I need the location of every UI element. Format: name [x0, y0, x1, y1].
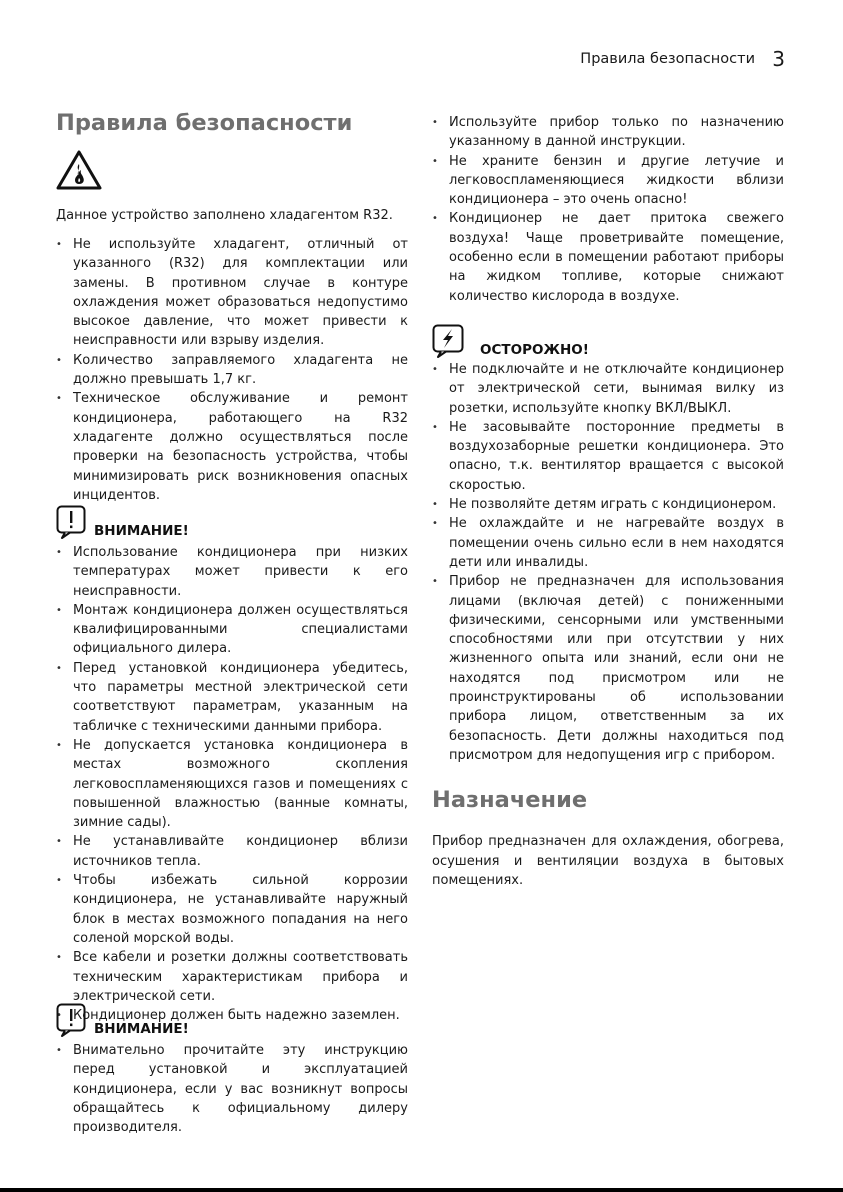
warning-label: ВНИМАНИЕ!: [94, 523, 189, 539]
warning-heading-2: [56, 1003, 408, 1039]
list-item: • Кондиционер не дает притока свежего воздуха! Чаще проветривайте помещение, особенно если в помещении работают приборы на жидком топливе, которые снижают количество кислорода в воздухе.: [432, 209, 784, 305]
list-item: • Кондиционер должен быть надежно заземлен.: [56, 1006, 408, 1025]
list-item: • Прибор не предназначен для использования лицами (включая детей) с пониженными физическими, сенсорными или умственными способностями или при отсутствии у них жизненного опыта или знаний, если они не находятся под присмотром или не проинструктированы об использовании прибора лицом, ответственным за их безопасность. Дети должны находиться под присмотром для недопущения игр с прибором.: [432, 572, 784, 765]
list-item: • Не засовывайте посторонние предметы в воздухозаборные решетки кондиционера. Это опасно, т.к. вентилятор вращается с высокой скоростью.: [432, 418, 784, 495]
exclamation-icon: [56, 505, 86, 539]
list-item: • Монтаж кондиционера должен осуществляться квалифицированными специалистами официального дилера.: [56, 601, 408, 659]
warning-heading-1: [56, 505, 408, 541]
list-item: • Техническое обслуживание и ремонт кондиционера, работающего на R32 хладагенте должно осуществляться после проверки на безопасность устройства, чтобы минимизировать риск возникновения опасных инцидентов.: [56, 389, 408, 505]
list-item: • Перед установкой кондиционера убедитесь, что параметры местной электрической сети соответствуют параметрам, указанным на табличке с техническими данными прибора.: [56, 659, 408, 736]
list-item: • Не допускается установка кондиционера в местах возможного скопления легковоспламеняющихся газов и помещениях с повышенной влажностью (ванные комнаты, зимние сады).: [56, 736, 408, 832]
refrigerant-list: [56, 235, 408, 505]
page-number: 3: [772, 47, 785, 71]
caution-list: [432, 360, 784, 765]
list-item: • Все кабели и розетки должны соответствовать техническим характеристикам прибора и электрической сети.: [56, 948, 408, 1006]
list-item: • Внимательно прочитайте эту инструкцию перед установкой и эксплуатацией кондиционера, если у вас возникнут вопросы обращайтесь к официальному дилеру производителя.: [56, 1041, 408, 1137]
page-header-title: Правила безопасности: [580, 51, 755, 67]
intro-text: Данное устройство заполнено хладагентом R32.: [56, 208, 393, 223]
purpose-text: Прибор предназначен для охлаждения, обогрева, осушения и вентиляции воздуха в бытовых помещениях.: [432, 834, 784, 888]
list-item: • Не устанавливайте кондиционер вблизи источников тепла.: [56, 832, 408, 871]
list-item: • Не охлаждайте и не нагревайте воздух в помещении очень сильно если в нем находятся дети или инвалиды.: [432, 514, 784, 572]
list-item: • Использование кондиционера при низких температурах может привести к его неисправности.: [56, 543, 408, 601]
page-bottom-rule: [0, 1188, 843, 1192]
caution-heading: [432, 324, 784, 360]
warning-label: ВНИМАНИЕ!: [94, 1021, 189, 1037]
list-item: • Не храните бензин и другие летучие и легковоспламеняющиеся жидкости вблизи кондиционера – это очень опасно!: [432, 152, 784, 210]
caution-label: ОСТОРОЖНО!: [480, 342, 589, 358]
list-item: • Используйте прибор только по назначению указанному в данной инструкции.: [432, 113, 784, 152]
section-title-purpose: Назначение: [432, 787, 588, 813]
flammable-warning-icon: [56, 150, 102, 190]
usage-list: [432, 113, 784, 306]
list-item: • Не позволяйте детям играть с кондиционером.: [432, 495, 784, 514]
list-item: • Чтобы избежать сильной коррозии кондиционера, не устанавливайте наружный блок в местах возможного попадания на него соленой морской воды.: [56, 871, 408, 948]
electric-shock-icon: [432, 324, 464, 358]
section-title-safety: Правила безопасности: [56, 110, 353, 136]
list-item: • Не подключайте и не отключайте кондиционер от электрической сети, вынимая вилку из розетки, используйте кнопку ВКЛ/ВЫКЛ.: [432, 360, 784, 418]
list-item: • Количество заправляемого хладагента не должно превышать 1,7 кг.: [56, 351, 408, 390]
warning-list-1: [56, 543, 408, 1025]
warning-list-2: [56, 1041, 408, 1137]
exclamation-icon: [56, 1003, 86, 1037]
list-item: • Не используйте хладагент, отличный от указанного (R32) для комплектации или замены. В противном случае в контуре охлаждения может образоваться недопустимо высокое давление, что может привести к неисправности или взрыву изделия.: [56, 235, 408, 351]
